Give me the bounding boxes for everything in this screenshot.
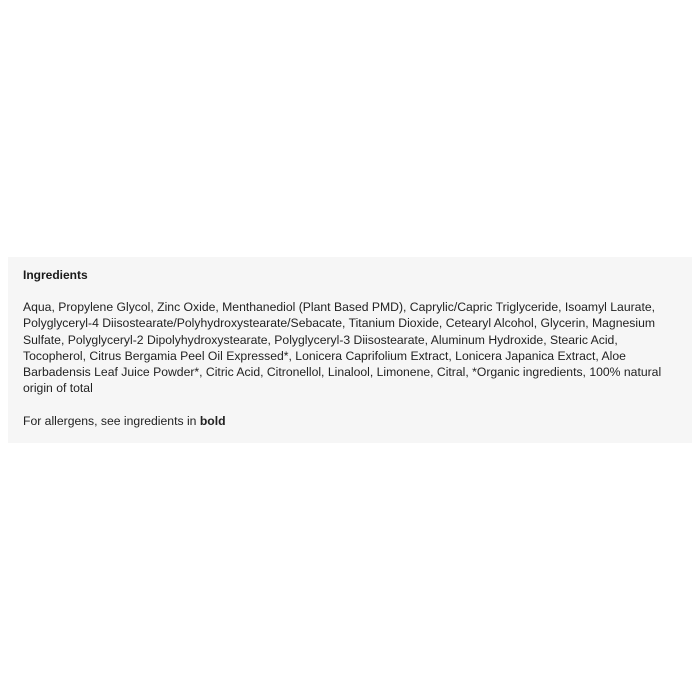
ingredients-panel xyxy=(8,257,692,443)
ingredients-heading: Ingredients xyxy=(23,268,88,282)
allergen-note-text: For allergens, see ingredients in xyxy=(23,413,200,428)
ingredient-list: Aqua, Propylene Glycol, Zinc Oxide, Menthanediol (Plant Based PMD), Caprylic/Capric Triglyceride, Isoamyl Laurate, Polyglyceryl-4 Diisostearate/Polyhydroxystearate/Sebacate, Titanium Dioxide, Cetearyl Alcohol, Glycerin, Magnesium Sulfate, Polyglyceryl-2 Dipolyhydroxystearate, Polyglyceryl-3 Diisostearate, Aluminum Hydroxide, Stearic Acid, Tocopherol, Citrus Bergamia Peel Oil Expressed*, Lonicera Caprifolium Extract, Lonicera Japanica Extract, Aloe Barbadensis Leaf Juice Powder*, Citric Acid, Citronellol, Linalool, Limonene, Citral, *Organic ingredients, 100% natural origin of total xyxy=(23,300,662,396)
allergen-note-bold-word: bold xyxy=(199,413,226,428)
allergen-note xyxy=(23,413,678,429)
